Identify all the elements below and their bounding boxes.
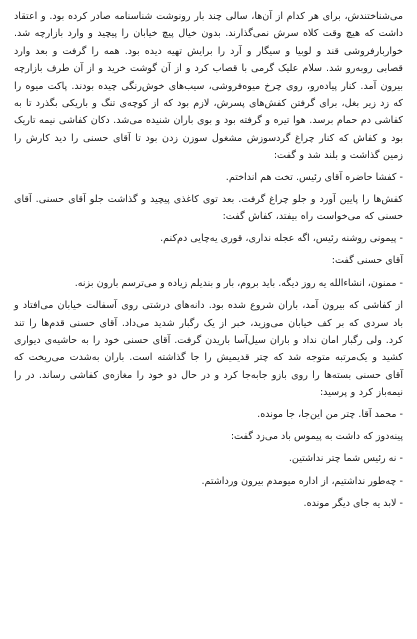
narrative-paragraph: از کفاشی که بیرون آمد، باران شروع شده بود. دانه‌های درشتی روی آسفالت خیابان می‌افتاد و باد سردی که بر کف خیابان می‌وزید، خبر از یک رگبار شدید می‌داد. آقای حسنی قدم‌ها را تند کرد. ولی رگبار امان نداد و باران سیل‌آسا باریدن گرفت. آقای حسنی خود را به حاشیه‌ی دیواری کشید و یک‌مرتبه متوجه شد که چتر قدیمیش را جا گذاشته است. باران به‌شدت می‌ریخت که آقای حسنی بسته‌ها را روی بازو جابه‌جا کرد و در حال دو خود را مغازه‌ی کفاشی رساند. در را نیمه‌باز کرد و پرسید: (14, 300, 403, 399)
dialogue-line: - کفشا حاضره آقای رئیس. تخت هم انداختم. (225, 171, 403, 183)
dialogue-line: - لابد یه جای دیگر مونده. (303, 498, 403, 510)
dialogue-line: - چه‌طور نداشتیم، از اداره میومدم بیرون ورداشتم. (201, 475, 403, 487)
dialogue-intro: پینه‌دوز که داشت به پیموس باد می‌زد گفت: (230, 430, 403, 442)
dialogue-line: - نه رئیس شما چتر نداشتین. (288, 453, 403, 465)
dialogue-line: - محمد آقا. چتر من این‌جا، جا مونده. (257, 408, 403, 420)
narrative-paragraph: می‌شناختندش، برای هر کدام از آن‌ها، سالی چند بار رونوشت شناسنامه صادر کرده بود. و اعتقاد داشت که هیچ وقت کلاه سرش نمی‌گذارند. بدون خیال پیچ خیابان را پیچید و وارد بازارچه شد. خواربارفروشی قند و لوبیا و سیگار و آرد را برایش تهیه دیده بود. همه را گرفت و بعد وارد قصابی روبه‌رو شد. سلام علیک گرمی با قصاب کرد و از آن گوشت خرید و از آن طرف بازارچه بیرون آمد. کنار پیاده‌رو، روی چرخ میوه‌فروشی، سیب‌های خوش‌رنگی چیده بودند. پاکت میوه را که زد زیر بغل، برای گرفتن کفش‌های پسرش، لازم بود که از کوچه‌ی تنگ و باریکی بگذرد تا به کفاشی دم حمام برسد. هوا تیره و گرفته بود و بوی باران شنیده می‌شد. دکان کفاشی نیمه تاریک بود و کفاش که کنار چراغ گردسوزش مشغول سوزن زدن بود تا آقای حسنی را دید کارش را زمین گذاشت و بلند شد و گفت: (14, 11, 403, 162)
dialogue-line: - ممنون، انشاءالله یه روز دیگه. باید بروم، بار و بندیلم زیاده و می‌ترسم بارون بزنه. (74, 277, 403, 289)
narrative-paragraph: کفش‌ها را پایین آورد و جلو چراغ گرفت. بعد توی کاغذی پیچید و گذاشت جلو آقای حسنی. آقای حسنی که می‌خواست راه بیفتد، کفاش گفت: (14, 194, 403, 223)
dialogue-line: - پیمونی روشنه رئیس، اگه عجله نداری، قوری یه‌چایی دم‌کنم. (160, 232, 403, 244)
dialogue-intro: آقای حسنی گفت: (331, 255, 403, 267)
